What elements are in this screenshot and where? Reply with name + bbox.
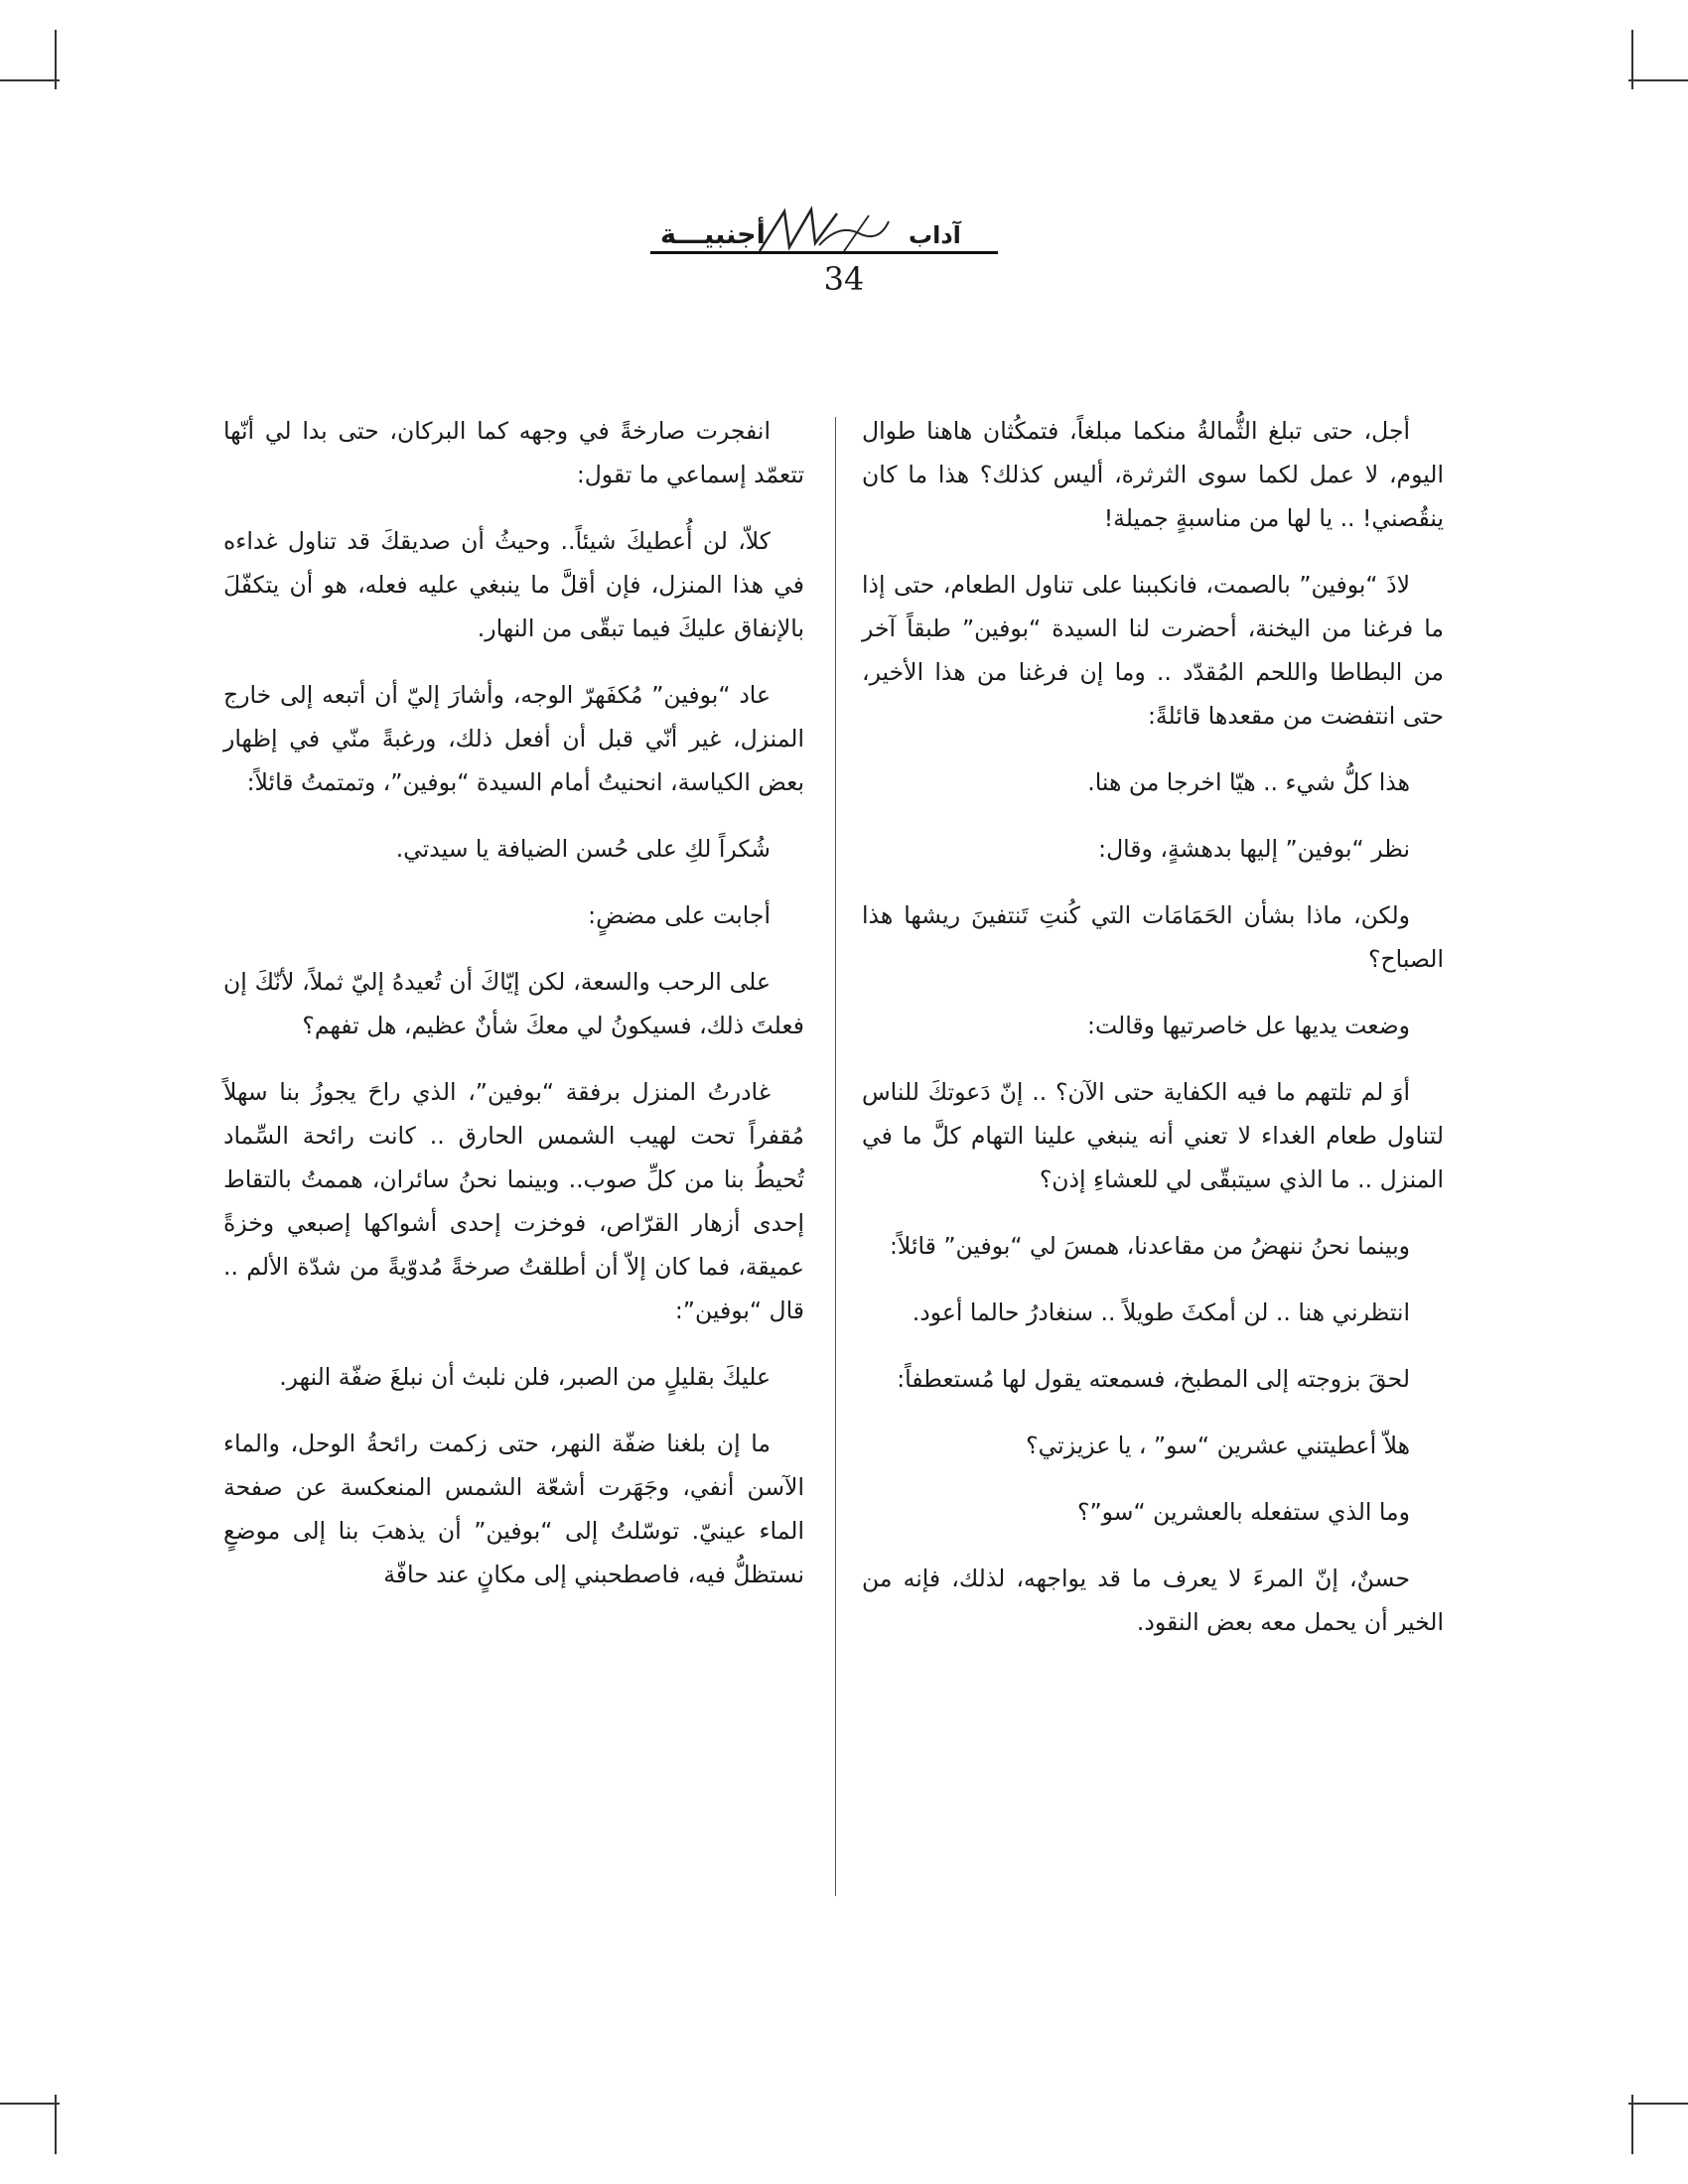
paragraph: عاد “بوفين” مُكفَهرّ الوجه، وأشارَ إليّ أن أتبعه إلى خارج المنزل، غير أنّي قبل أن أفعل ذلك، ورغبةً منّي في إظهار بعض الكياسة، انحنيتُ أمام السيدة “بوفين”، وتمتمتُ قائلاً: [223,681,804,796]
paragraph: لحقَ بزوجته إلى المطبخ، فسمعته يقول لها مُستعطفاً: [897,1365,1410,1393]
header-section-label: آداب [909,221,961,249]
right-column [862,409,1444,1667]
paragraph: غادرتُ المنزل برفقة “بوفين”، الذي راحَ يجوزُ بنا سهلاً مُقفراً تحت لهيب الشمس الحارق .. كانت رائحة السِّماد تُحيطُ بنا من كلِّ صوب.. وبينما نحنُ سائران، هممتُ بالتقاط إحدى أزهار القرّاص، فوخزت إحدى أشواكها إصبعي وخزةً عميقة، فما كان إلاّ أن أطلقتُ صرخةً مُدوّيةً من شدّة الألم .. قال “بوفين”: [223,1078,804,1324]
column-divider [835,417,836,1896]
magazine-logo [750,204,899,263]
paragraph: أجل، حتى تبلغ الثُّمالةُ منكما مبلغاً، فتمكُثان هاهنا طوال اليوم، لا عمل لكما سوى الثرثرة، أليس كذلك؟ هذا ما كان ينقُصني! .. يا لها من مناسبةٍ جميلة! [862,417,1444,532]
paragraph: هذا كلُّ شيء .. هيّا اخرجا من هنا. [1087,768,1410,796]
left-column [223,409,804,1619]
paragraph: وبينما نحنُ ننهضُ من مقاعدنا، همسَ لي “بوفين” قائلاً: [890,1232,1410,1260]
paragraph: ولكن، ماذا بشأن الحَمَامَات التي كُنتِ تَنتفينَ ريشها هذا الصباح؟ [862,901,1444,973]
crop-mark-top-right-h [1628,79,1688,81]
crop-mark-top-left-h [0,79,60,81]
crop-mark-bottom-left-h [0,2103,60,2105]
paragraph: كلاّ، لن أُعطيكَ شيئاً.. وحيثُ أن صديقكَ قد تناول غداءه في هذا المنزل، فإن أقلَّ ما ينبغي عليه فعله، هو أن يتكفّلَ بالإنفاق عليكَ فيما تبقّى من النهار. [223,527,804,642]
header-category-label: أجنبيـــة [660,219,766,250]
paragraph: لاذَ “بوفين” بالصمت، فانكببنا على تناول الطعام، حتى إذا ما فرغنا من اليخنة، أحضرت لنا السيدة “بوفين” طبقاً آخر من البطاطا واللحم المُقدّد .. وما إن فرغنا من هذا الأخير، حتى انتفضت من مقعدها قائلةً: [862,571,1444,730]
paragraph: انفجرت صارخةً في وجهه كما البركان، حتى بدا لي أنّها تتعمّد إسماعي ما تقول: [223,417,804,488]
crop-mark-bottom-right-h [1628,2103,1688,2105]
paragraph: شُكراً لكِ على حُسن الضيافة يا سيدتي. [395,835,771,863]
paragraph: وضعت يديها عل خاصرتيها وقالت: [1087,1012,1410,1039]
paragraph: حسنٌ، إنّ المرءَ لا يعرف ما قد يواجهه، لذلك، فإنه من الخير أن يحمل معه بعض النقود. [862,1565,1444,1636]
logo-calligraphy-icon [750,204,899,263]
page-number: 34 [823,260,865,298]
paragraph: أوَ لم تلتهم ما فيه الكفاية حتى الآن؟ .. إنّ دَعوتكَ للناس لتناول طعام الغداء لا تعني أنه ينبغي علينا التهام كلَّ ما في المنزل .. ما الذي سيتبقّى لي للعشاءِ إذن؟ [862,1078,1444,1193]
paragraph: انتظرني هنا .. لن أمكثَ طويلاً .. سنغادرُ حالما أعود. [912,1298,1410,1326]
paragraph: نظر “بوفين” إليها بدهشةٍ، وقال: [1098,835,1410,863]
paragraph: ما إن بلغنا ضفّة النهر، حتى زكمت رائحةُ الوحل، والماء الآسن أنفي، وجَهَرت أشعّة الشمس المنعكسة عن صفحة الماء عينيّ. توسّلتُ إلى “بوفين” أن يذهبَ بنا إلى موضعٍ نستظلُّ فيه، فاصطحبني إلى مكانٍ عند حافّة [223,1430,804,1588]
paragraph: أجابت على مضضٍ: [588,901,771,929]
page-header [0,204,1688,263]
paragraph: عليكَ بقليلٍ من الصبر، فلن نلبث أن نبلغَ ضفّة النهر. [279,1363,771,1391]
paragraph: هلاّ أعطيتني عشرين “سو” ، يا عزيزتي؟ [1026,1432,1410,1459]
paragraph: على الرحب والسعة، لكن إيّاكَ أن تُعيدهُ إليّ ثملاً، لأنّكَ إن فعلتَ ذلك، فسيكونُ لي معكَ شأنٌ عظيم، هل تفهم؟ [223,968,804,1039]
paragraph: وما الذي ستفعله بالعشرين “سو”؟ [1077,1498,1410,1526]
